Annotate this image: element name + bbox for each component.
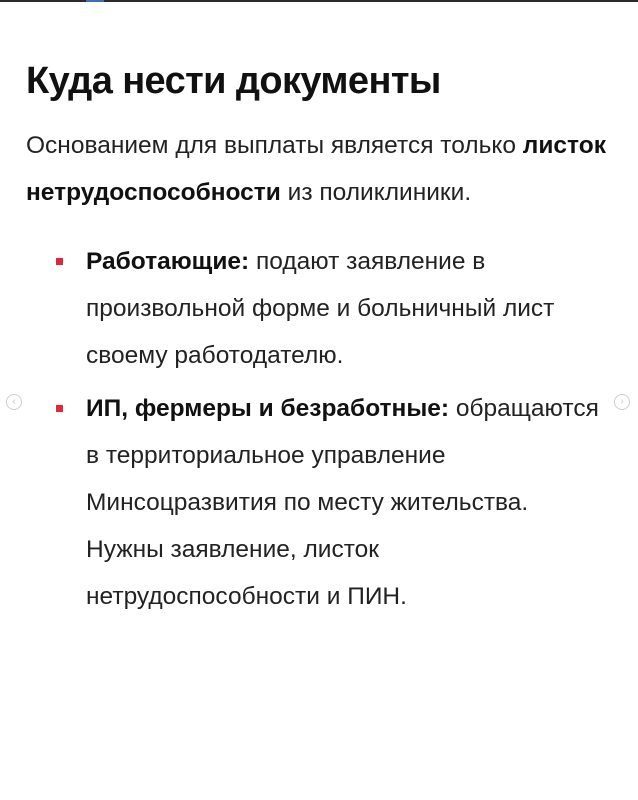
- intro-text-bold: листок нетрудоспособности: [26, 131, 606, 206]
- list-item-employed: [26, 238, 606, 379]
- slide-title: Куда нести документы: [26, 60, 441, 102]
- intro-text-after: из поликлиники.: [280, 178, 472, 206]
- top-border-accent: [86, 0, 104, 2]
- red-square-bullet-icon: [56, 405, 63, 412]
- slide-content: [26, 60, 606, 626]
- list-item-heading: ИП, фермеры и безработные:: [86, 394, 450, 422]
- document-list: [26, 238, 606, 620]
- list-item-text: обращаются в территориальное управление Минсоцразвития по месту жительства. Нужны заявление, листок нетрудоспособности и ПИН.: [86, 394, 599, 610]
- intro-paragraph: [26, 122, 606, 216]
- intro-text-before: Основанием для выплаты является только: [26, 131, 523, 159]
- carousel-next-icon[interactable]: ›: [614, 394, 630, 410]
- carousel-prev-icon[interactable]: ‹: [6, 394, 22, 410]
- red-square-bullet-icon: [56, 258, 63, 265]
- list-item-heading: Работающие:: [86, 247, 250, 275]
- list-item-text: подают заявление в произвольной форме и больничный лист своему работодателю.: [86, 247, 555, 369]
- list-item-self-employed: [26, 385, 606, 620]
